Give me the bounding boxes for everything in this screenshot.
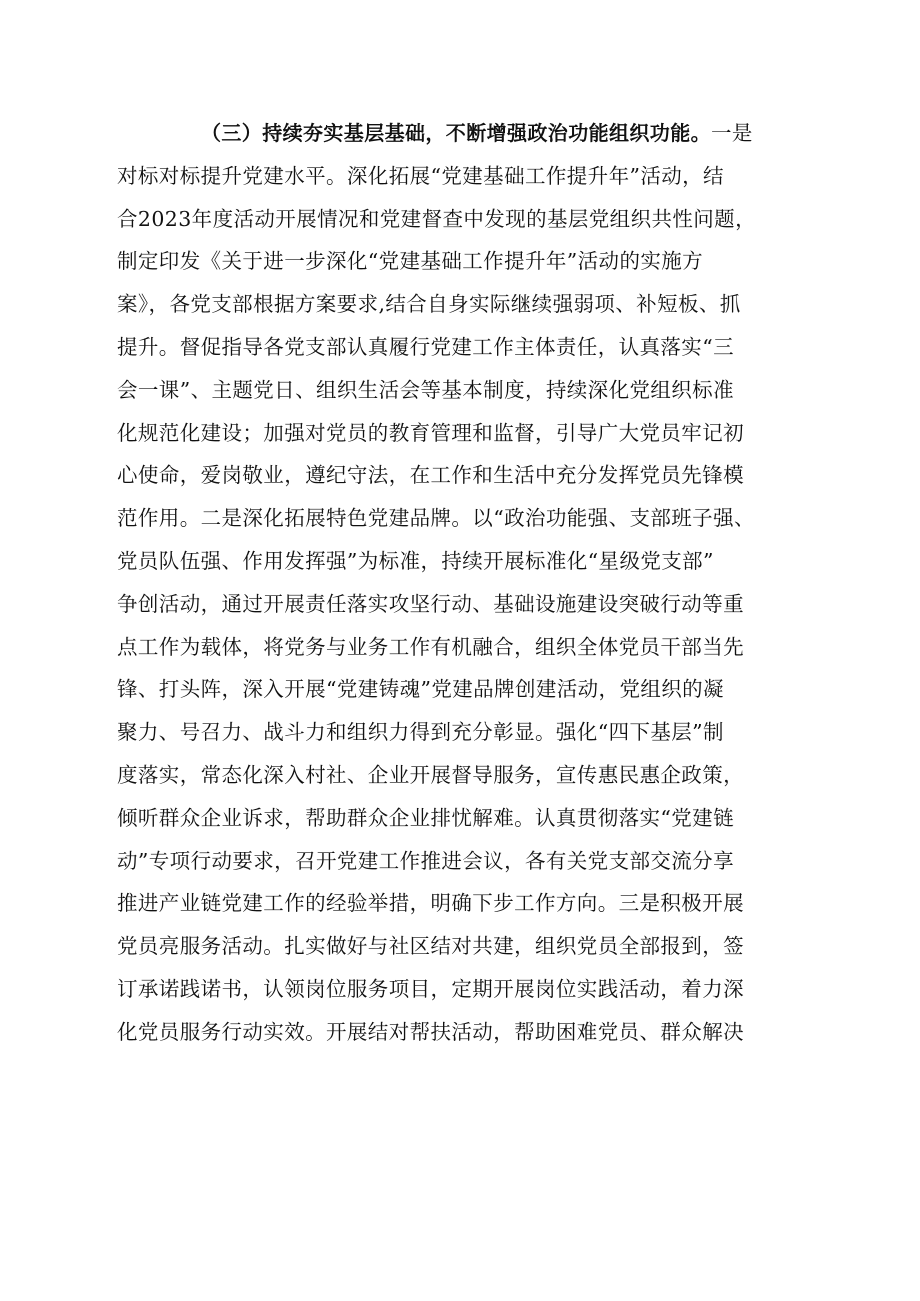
text-line: 党员队伍强、作用发挥强”为标准，持续开展标准化“星级党支部”: [117, 548, 714, 573]
text-line: 案》，各党支部根据方案要求,结合自身实际继续强弱项、补短板、抓: [117, 292, 741, 317]
text-line: 动”专项行动要求，召开党建工作推进会议，各有关党支部交流分享: [117, 848, 734, 873]
text-line: 订承诺践诺书，认领岗位服务项目，定期开展岗位实践活动，着力深: [117, 976, 744, 1001]
text-span: 一是: [711, 121, 753, 145]
text-line: 提升。督促指导各党支部认真履行党建工作主体责任，认真落实“三: [117, 334, 734, 359]
text-line: [117, 1054, 803, 1097]
text-line: 聚力、号召力、战斗力和组织力得到充分彰显。强化“四下基层”制: [117, 720, 724, 745]
text-line: 点工作为载体，将党务与业务工作有机融合，组织全体党员干部当先: [117, 634, 744, 659]
section-heading: （三）持续夯实基层基础，不断增强政治功能组织功能。: [201, 121, 711, 145]
text-line: 推进产业链党建工作的经验举措，明确下步工作方向。三是积极开展: [117, 891, 744, 916]
text-line: 合2023年度活动开展情况和党建督查中发现的基层党组织共性问题，: [117, 206, 756, 231]
text-line: 化党员服务行动实效。开展结对帮扶活动，帮助困难党员、群众解决: [117, 1019, 744, 1044]
text-line: [117, 112, 803, 155]
text-line: 心使命，爱岗敬业，遵纪守法，在工作和生活中充分发挥党员先锋模: [117, 463, 744, 488]
body-paragraph: [117, 112, 803, 1096]
text-line: 锋、打头阵，深入开展“党建铸魂”党建品牌创建活动，党组织的凝: [117, 677, 724, 702]
text-line: 制定印发《关于进一步深化“党建基础工作提升年”活动的实施方: [117, 249, 704, 274]
text-line: 会一课”、主题党日、组织生活会等基本制度，持续深化党组织标准: [117, 377, 734, 402]
text-line: 对标对标提升党建水平。深化拓展“党建基础工作提升年”活动，结: [117, 163, 724, 188]
text-line: 度落实，常态化深入村社、企业开展督导服务，宣传惠民惠企政策，: [117, 762, 744, 787]
text-line: 争创活动，通过开展责任落实攻坚行动、基础设施建设突破行动等重: [117, 591, 744, 616]
text-line: 倾听群众企业诉求，帮助群众企业排忧解难。认真贯彻落实“党建链: [117, 805, 734, 830]
text-line: 范作用。二是深化拓展特色党建品牌。以“政治功能强、支部班子强、: [117, 506, 755, 531]
text-line: 党员亮服务活动。扎实做好与社区结对共建，组织党员全部报到，签: [117, 934, 744, 959]
text-line: 化规范化建设；加强对党员的教育管理和监督，引导广大党员牢记初: [117, 420, 744, 445]
